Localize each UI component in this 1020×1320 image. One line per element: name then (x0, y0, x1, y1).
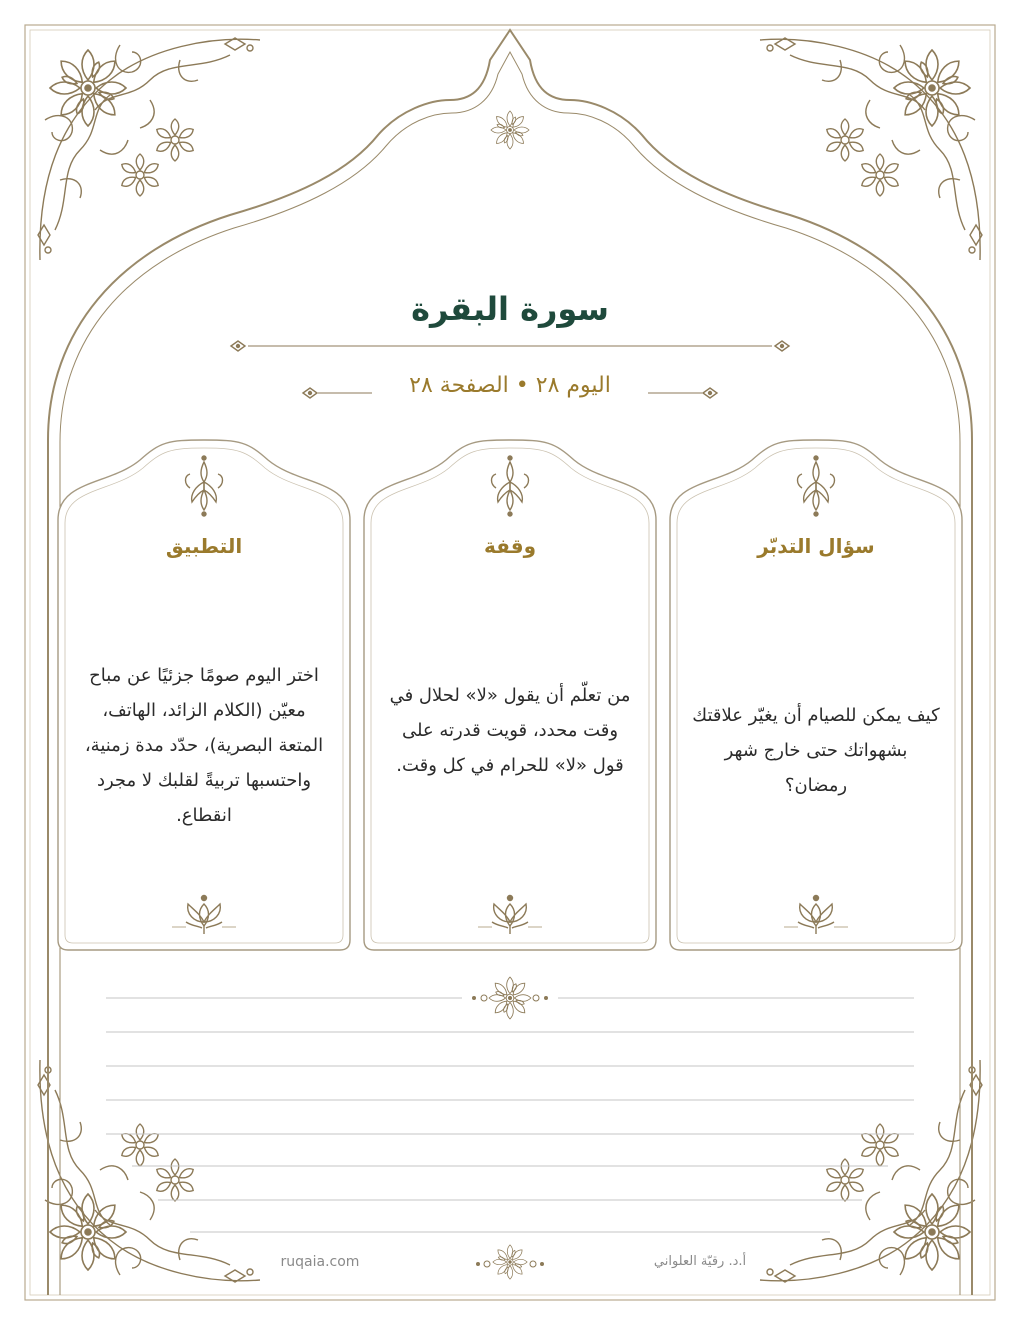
footer-website: ruqaia.com (280, 1254, 360, 1270)
card-heading-application: التطبيق (165, 534, 243, 558)
footer-author: أ.د. رقيّة العلواني (653, 1254, 747, 1269)
page-title: سورة البقرة (411, 290, 609, 328)
card-body-reflection-question: كيف يمكن للصيام أن يغيّر علاقتك بشهواتك حتى خارج شهر رمضان؟ (692, 705, 940, 796)
day-page-subtitle: اليوم ٢٨ • الصفحة ٢٨ (409, 373, 611, 398)
card-body-application: اختر اليوم صومًا جزئيًا عن مباح معيّن (الكلام الزائد، الهاتف، المتعة البصرية)، حدّد مدة زمنية، واحتسبها تربيةً لقلبك لا مجرد انقطاع. (84, 665, 324, 826)
card-body-pause: من تعلّم أن يقول «لا» لحلال في وقت محدد، قويت قدرته على قول «لا» للحرام في كل وقت. (389, 685, 631, 776)
card-heading-pause: وقفة (483, 534, 537, 558)
card-heading-reflection-question: سؤال التدبّر (757, 534, 875, 558)
